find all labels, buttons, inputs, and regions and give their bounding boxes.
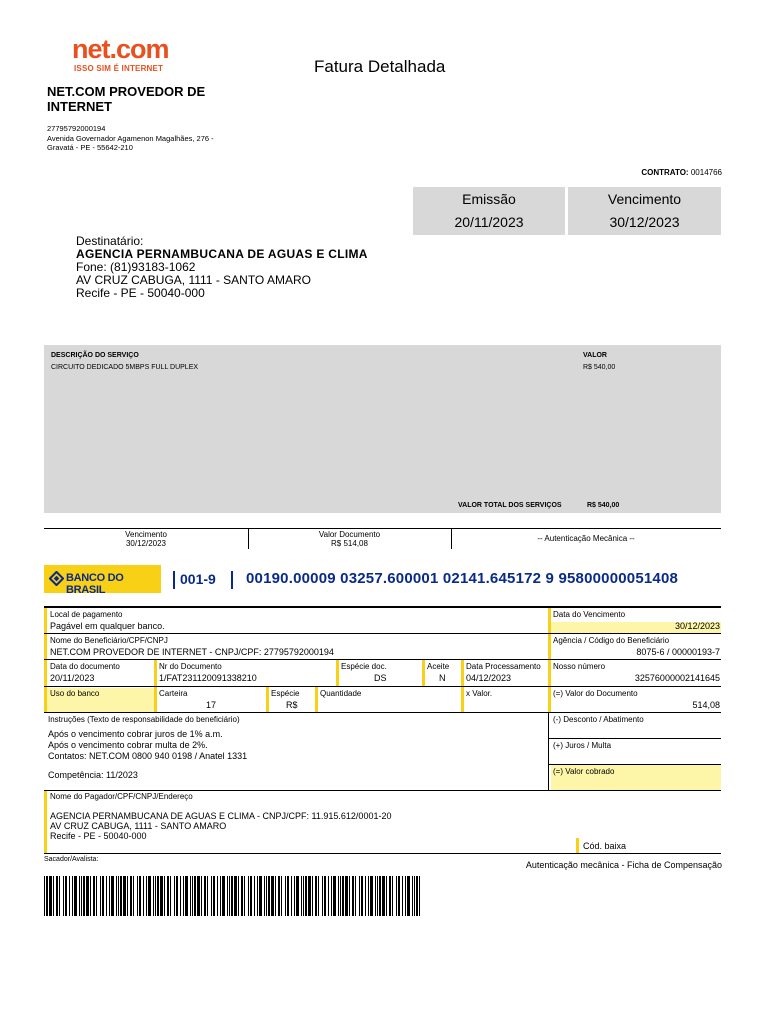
- barcode-bar: [398, 876, 400, 916]
- barcode-bar: [44, 876, 45, 916]
- barcode-bar: [248, 876, 249, 916]
- barcode-bar: [308, 876, 311, 916]
- barcode-bar: [86, 876, 89, 916]
- boleto-row-line-5: [548, 738, 721, 739]
- field-marker: [548, 660, 551, 686]
- barcode-bar: [220, 876, 221, 916]
- due-date-value: 30/12/2023: [674, 621, 720, 631]
- contract-label: CONTRATO:: [641, 168, 689, 177]
- logo-tagline: ISSO SIM É INTERNET: [74, 64, 164, 73]
- boleto-row-line-3: [44, 686, 721, 687]
- boleto-row-line-4: [44, 712, 721, 713]
- barcode-bar: [301, 876, 302, 916]
- barcode-bar: [72, 876, 73, 916]
- instruction-line: Contatos: NET.COM 0800 940 0198 / Anatel 1331: [48, 751, 248, 761]
- beneficiary-value: NET.COM PROVEDOR DE INTERNET - CNPJ/CPF: 27795792000194: [50, 647, 334, 657]
- barcode-bar: [352, 876, 354, 916]
- barcode-bar: [79, 876, 80, 916]
- barcode-bar: [231, 876, 233, 916]
- barcode-bar: [74, 876, 77, 916]
- services-total-label: VALOR TOTAL DOS SERVIÇOS: [458, 502, 562, 509]
- due-date-label: Data do Vencimento: [553, 610, 626, 619]
- bank-logo-text: BANCO DO BRASIL: [66, 572, 124, 596]
- barcode-bar: [312, 876, 313, 916]
- accept-label: Aceite: [427, 662, 450, 671]
- services-value-header: VALOR: [583, 352, 607, 359]
- doc-type-label: Espécie doc.: [341, 662, 387, 671]
- receipt-amount: [248, 530, 451, 548]
- barcode-bar: [146, 876, 147, 916]
- barcode-bar: [59, 876, 60, 916]
- barcode-bar: [81, 876, 82, 916]
- barcode-bar: [392, 876, 393, 916]
- receipt-due: [44, 530, 248, 548]
- barcode-bar: [250, 876, 252, 916]
- emission-value: 20/11/2023: [454, 214, 524, 230]
- doc-number-label: Nr do Documento: [159, 662, 222, 671]
- service-item-value: R$ 540,00: [583, 364, 616, 371]
- instructions-label: Instruções (Texto de responsabilidade do beneficiário): [48, 715, 240, 724]
- barcode-bar: [93, 876, 95, 916]
- issuer-address-line2: Gravatá - PE - 55642-210: [47, 143, 133, 152]
- services-total-value: R$ 540,00: [587, 502, 620, 509]
- barcode-bar: [118, 876, 119, 916]
- field-marker: [44, 608, 47, 633]
- barcode-bar: [324, 876, 326, 916]
- wallet-value: 17: [206, 700, 217, 710]
- barcode-bar: [345, 876, 348, 916]
- barcode-bar: [63, 876, 64, 916]
- barcode-bar: [365, 876, 366, 916]
- receipt-top-line: [44, 528, 721, 529]
- recipient-name: AGENCIA PERNAMBUCANA DE AGUAS E CLIMA: [76, 247, 368, 261]
- barcode-bar: [264, 876, 265, 916]
- doc-date-label: Data do documento: [50, 662, 120, 671]
- field-marker: [44, 791, 47, 853]
- quantity-label: Quantidade: [320, 689, 362, 698]
- barcode-bar: [100, 876, 101, 916]
- barcode-bar: [183, 876, 184, 916]
- barcode: [44, 876, 420, 916]
- barcode-bar: [379, 876, 381, 916]
- our-number-value: 32576000002141645: [634, 673, 720, 683]
- field-marker: [461, 687, 464, 712]
- barcode-bar: [271, 876, 274, 916]
- barcode-bar: [386, 876, 387, 916]
- barcode-bar: [164, 876, 165, 916]
- barcode-bar: [207, 876, 208, 916]
- barcode-bar: [174, 876, 175, 916]
- payer-block: [50, 811, 391, 841]
- recipient-city: Recife - PE - 50040-000: [76, 286, 205, 300]
- recipient-phone: Fone: (81)93183-1062: [76, 260, 196, 274]
- barcode-bar: [416, 876, 418, 916]
- recipient-address: AV CRUZ CABUGA, 1111 - SANTO AMARO: [76, 273, 311, 287]
- barcode-bar: [396, 876, 397, 916]
- barcode-bar: [139, 876, 141, 916]
- barcode-bar: [361, 876, 363, 916]
- doc-value-value: 514,08: [692, 700, 720, 710]
- barcode-bar: [259, 876, 262, 916]
- barcode-bar: [229, 876, 230, 916]
- doc-number-value: 1/FAT231120091338210: [159, 673, 257, 683]
- processing-date-label: Data Processamento: [466, 662, 541, 671]
- contract-number: [641, 168, 722, 177]
- barcode-bar: [340, 876, 341, 916]
- receipt-due-label: Vencimento: [125, 530, 167, 539]
- barcode-bar: [266, 876, 267, 916]
- interest-label: (+) Juros / Multa: [553, 741, 612, 750]
- barcode-bar: [49, 876, 52, 916]
- barcode-bar: [389, 876, 391, 916]
- sacador-label: Sacador/Avalista:: [44, 856, 99, 863]
- issuer-cnpj: 27795792000194: [47, 124, 106, 133]
- receipt-due-value: 30/12/2023: [125, 539, 167, 548]
- agency-code-label: Agência / Código do Beneficiário: [553, 636, 670, 645]
- due-value: 30/12/2023: [609, 214, 680, 230]
- bank-use-label: Uso do banco: [50, 689, 100, 698]
- barcode-bar: [382, 876, 385, 916]
- digitable-line[interactable]: 00190.00009 03257.600001 02141.645172 9 95800000051408: [246, 570, 679, 587]
- bank-logo-icon: [49, 571, 64, 586]
- barcode-bar: [111, 876, 114, 916]
- doc-type-value: DS: [374, 673, 387, 683]
- barcode-bar: [278, 876, 280, 916]
- boleto-top-line: [44, 606, 721, 608]
- our-number-label: Nosso número: [553, 662, 606, 671]
- x-value-label: x Valor.: [466, 689, 493, 698]
- field-marker: [422, 660, 425, 686]
- instruction-line: Após o vencimento cobrar multa de 2%.: [48, 740, 208, 750]
- barcode-bar: [217, 876, 218, 916]
- bank-logo: [44, 565, 161, 596]
- barcode-bar: [315, 876, 317, 916]
- issuer-name: NET.COM PROVEDOR DE INTERNET: [47, 84, 206, 114]
- instructions-text: [48, 729, 247, 762]
- barcode-bar: [127, 876, 128, 916]
- field-marker: [266, 687, 269, 712]
- barcode-bar: [190, 876, 191, 916]
- barcode-bar: [238, 876, 239, 916]
- barcode-bar: [412, 876, 413, 916]
- due-label: Vencimento: [607, 191, 682, 207]
- barcode-bar: [419, 876, 420, 916]
- barcode-bar: [65, 876, 67, 916]
- barcode-bar: [303, 876, 304, 916]
- competence: Competência: 11/2023: [48, 770, 138, 780]
- barcode-bar: [349, 876, 350, 916]
- barcode-bar: [333, 876, 336, 916]
- barcode-bar: [407, 876, 410, 916]
- barcode-bar: [133, 876, 134, 916]
- barcode-bar: [359, 876, 360, 916]
- barcode-bar: [355, 876, 356, 916]
- contract-value: 0014766: [690, 168, 722, 177]
- due-date-box: [568, 187, 721, 235]
- field-marker: [548, 634, 551, 659]
- barcode-bar: [120, 876, 122, 916]
- netcom-logo: net.com: [72, 34, 169, 64]
- recipient-label: Destinatário:: [76, 234, 144, 248]
- issuer-address-line1: Avenida Governador Agamenon Magalhães, 276 -: [47, 133, 214, 143]
- discount-label: (-) Desconto / Abatimento: [553, 715, 644, 724]
- barcode-bar: [287, 876, 289, 916]
- services-box: [44, 345, 721, 513]
- barcode-bar: [213, 876, 215, 916]
- barcode-bar: [123, 876, 126, 916]
- agency-code-value: 8075-6 / 00000193-7: [636, 647, 720, 657]
- barcode-bar: [377, 876, 378, 916]
- barcode-bar: [281, 876, 282, 916]
- boleto-row-line-7: [44, 790, 721, 791]
- payer-address: AV CRUZ CABUGA, 1111 - SANTO AMARO: [50, 821, 227, 831]
- barcode-bar: [176, 876, 178, 916]
- barcode-bar: [153, 876, 154, 916]
- barcode-bar: [96, 876, 97, 916]
- charged-value-label: (=) Valor cobrado: [553, 767, 615, 776]
- barcode-bar: [405, 876, 406, 916]
- emission-date-box: [413, 187, 565, 235]
- barcode-bar: [130, 876, 132, 916]
- emission-label: Emissão: [462, 191, 516, 207]
- barcode-bar: [322, 876, 323, 916]
- services-desc-header: DESCRIÇÃO DO SERVIÇO: [51, 352, 139, 359]
- barcode-bar: [46, 876, 48, 916]
- barcode-bar: [257, 876, 258, 916]
- bank-separator-1: [173, 571, 175, 589]
- field-marker: [315, 687, 318, 712]
- bank-header: [44, 565, 721, 595]
- barcode-bar: [294, 876, 295, 916]
- barcode-bar: [275, 876, 276, 916]
- barcode-bar: [204, 876, 206, 916]
- barcode-bar: [227, 876, 228, 916]
- boleto-bottom-line: [44, 853, 721, 854]
- barcode-bar: [155, 876, 156, 916]
- payer-city: Recife - PE - 50040-000: [50, 831, 147, 841]
- receipt-amount-label: Valor Documento: [318, 530, 381, 539]
- cod-baixa-label: Cód. baixa: [583, 841, 627, 851]
- barcode-bar: [83, 876, 85, 916]
- field-marker: [154, 660, 157, 686]
- recipient-block: [76, 235, 368, 300]
- field-marker: [154, 687, 157, 712]
- barcode-bar: [318, 876, 319, 916]
- barcode-bar: [331, 876, 332, 916]
- wallet-label: Carteira: [159, 689, 188, 698]
- receipt-amount-value: R$ 514,08: [331, 539, 368, 548]
- barcode-bar: [180, 876, 181, 916]
- beneficiary-label: Nome do Beneficiário/CPF/CNPJ: [50, 636, 168, 645]
- barcode-bar: [285, 876, 286, 916]
- field-marker: [336, 660, 339, 686]
- compensation-label: Autenticação mecânica - Ficha de Compensação: [525, 860, 722, 870]
- barcode-bar: [102, 876, 104, 916]
- barcode-bar: [328, 876, 329, 916]
- barcode-bar: [197, 876, 200, 916]
- barcode-bar: [234, 876, 237, 916]
- currency-value: R$: [286, 700, 298, 710]
- barcode-bar: [254, 876, 255, 916]
- barcode-bar: [170, 876, 171, 916]
- barcode-bar: [402, 876, 403, 916]
- accept-value: N: [439, 673, 446, 683]
- payer-label: Nome do Pagador/CPF/CNPJ/Endereço: [50, 792, 193, 801]
- page-title: Fatura Detalhada: [314, 57, 446, 76]
- barcode-bar: [90, 876, 91, 916]
- barcode-bar: [201, 876, 202, 916]
- field-marker: [44, 634, 47, 659]
- boleto-row-line-2: [44, 659, 721, 660]
- barcode-bar: [167, 876, 169, 916]
- issuer-details: [47, 124, 214, 153]
- barcode-bar: [268, 876, 270, 916]
- barcode-bar: [375, 876, 376, 916]
- barcode-bar: [370, 876, 373, 916]
- field-marker: [461, 660, 464, 686]
- barcode-bar: [137, 876, 138, 916]
- receipt-auth-label: -- Autenticação Mecânica --: [537, 534, 635, 543]
- field-marker: [548, 687, 551, 712]
- boleto-row-line-1: [44, 633, 721, 634]
- processing-date-value: 04/12/2023: [466, 673, 512, 683]
- barcode-bar: [192, 876, 193, 916]
- barcode-bar: [222, 876, 225, 916]
- barcode-bar: [244, 876, 245, 916]
- barcode-bar: [56, 876, 58, 916]
- barcode-bar: [157, 876, 159, 916]
- barcode-bar: [106, 876, 107, 916]
- currency-label: Espécie: [271, 689, 300, 698]
- barcode-bar: [185, 876, 188, 916]
- service-item-desc: CIRCUITO DEDICADO 5MBPS FULL DUPLEX: [51, 364, 199, 371]
- barcode-bar: [291, 876, 292, 916]
- barcode-bar: [368, 876, 369, 916]
- payer-name: AGENCIA PERNAMBUCANA DE AGUAS E CLIMA - CNPJ/CPF: 11.915.612/0001-20: [50, 811, 392, 821]
- payment-place-label: Local de pagamento: [50, 610, 123, 619]
- barcode-bar: [148, 876, 151, 916]
- barcode-bar: [296, 876, 299, 916]
- barcode-bar: [109, 876, 110, 916]
- instruction-line: Após o vencimento cobrar juros de 1% a.m.: [48, 729, 223, 739]
- barcode-bar: [116, 876, 117, 916]
- bank-separator-2: [231, 571, 233, 589]
- bank-code: 001-9: [180, 571, 216, 587]
- barcode-bar: [338, 876, 339, 916]
- barcode-bar: [143, 876, 144, 916]
- payment-place-value: Pagável em qualquer banco.: [50, 621, 165, 631]
- barcode-bar: [241, 876, 243, 916]
- field-marker: [44, 660, 47, 686]
- doc-value-label: (=) Valor do Documento: [553, 689, 638, 698]
- barcode-bar: [194, 876, 196, 916]
- field-marker: [576, 838, 579, 853]
- doc-date-value: 20/11/2023: [50, 673, 95, 683]
- barcode-bar: [160, 876, 163, 916]
- barcode-bar: [414, 876, 415, 916]
- barcode-bar: [211, 876, 212, 916]
- barcode-bar: [53, 876, 54, 916]
- barcode-bar: [69, 876, 70, 916]
- barcode-bar: [305, 876, 307, 916]
- barcode-bar: [342, 876, 344, 916]
